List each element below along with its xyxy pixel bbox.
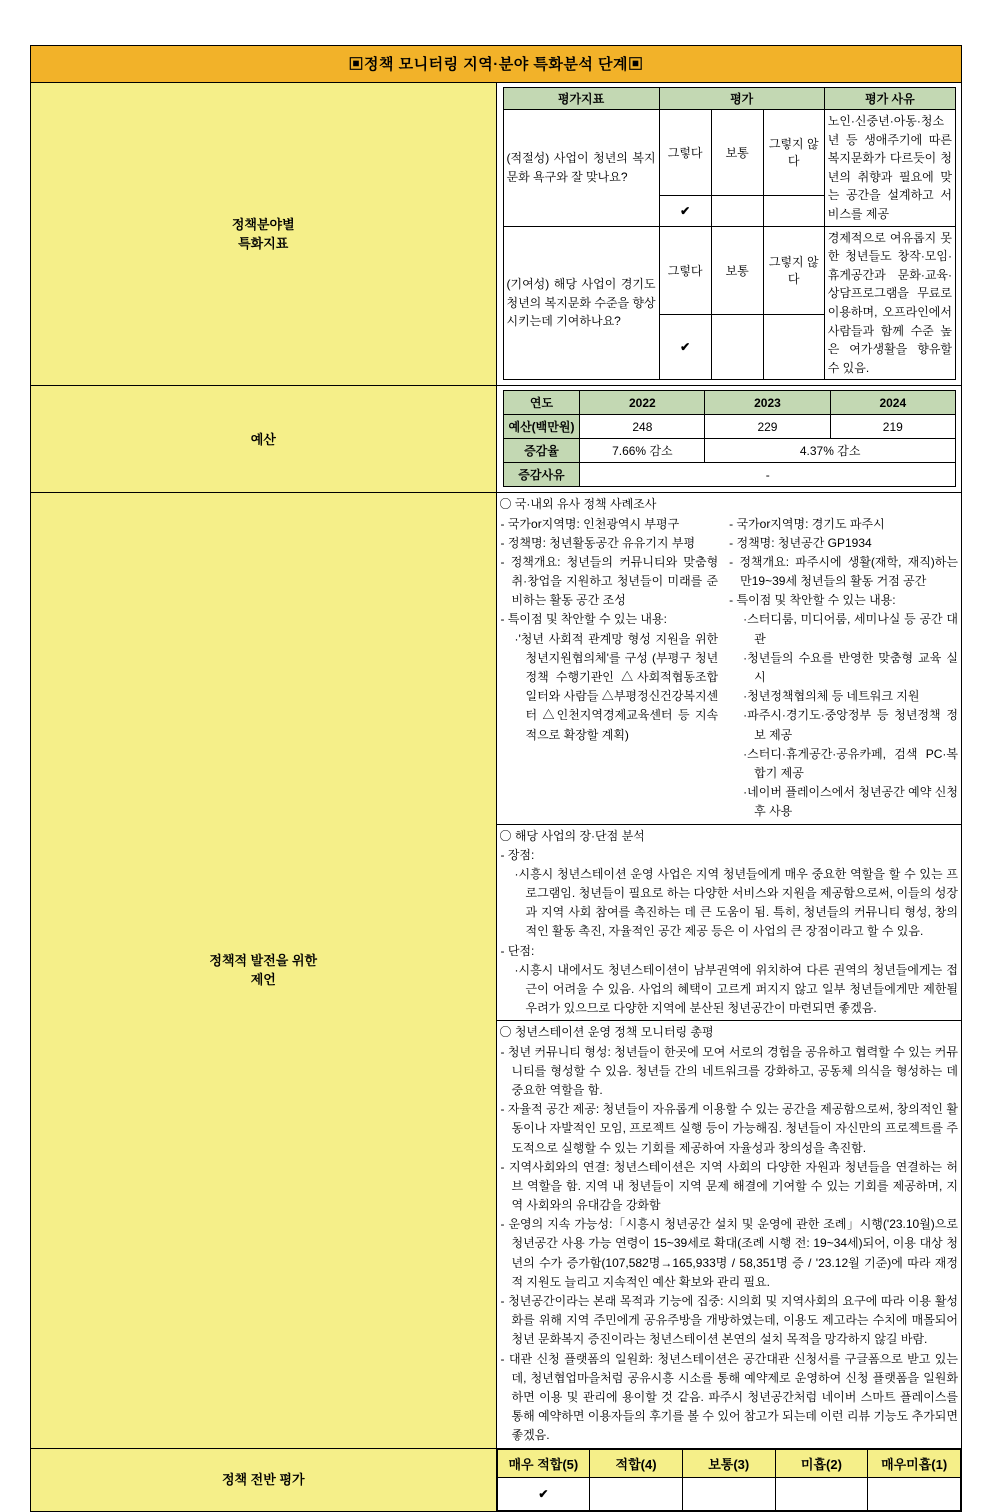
- budget-label-reason: 증감사유: [503, 463, 580, 487]
- list-item: - 자율적 공간 제공: 청년들이 자유롭게 이용할 수 있는 공간을 제공함으로써, 창의적인 활동이나 자발적인 모임, 프로젝트 실행 등이 가능해짐. 청년들이 자신만의 프로젝트를 주도적으로 실행할 수 있는 기회를 제공하여 자율성과 창의성을 촉진함.: [500, 1102, 958, 1155]
- list-item: ·시흥시 청년스테이션 운영 사업은 지역 청년들에게 매우 중요한 역할을 할 수 있는 프로그램임. 청년들이 필요로 하는 다양한 서비스와 지원을 제공함으로써, 이들의 성장과 지역 사회 참여를 촉진하는 데 큰 도움이 됨. 특히, 청년들의 커뮤니티 형성, 창의적인 활동 촉진, 자율적인 공간 제공 등은 이 사업의 큰 장점이라고 할 수 있음.: [514, 866, 958, 939]
- header-evaluation: 평가: [659, 88, 824, 110]
- indicator-2-check-2[interactable]: [763, 315, 824, 380]
- budget-amount-2023: 229: [705, 415, 830, 439]
- budget-label-year: 연도: [503, 391, 580, 415]
- list-item: ·청년정책협의체 등 네트워크 지원: [743, 689, 920, 704]
- pros-cons-cell: [497, 824, 962, 1021]
- indicator-1-reason: 노인·신중년·아동·청소년 등 생애주기에 따른 복지문화가 다르듯이 청년의 취향과 필요에 맞는 공간을 설계하고 서비스를 제공: [824, 110, 955, 227]
- case-study-right: [724, 515, 958, 822]
- budget-change-2: 4.37% 감소: [705, 439, 956, 463]
- overall-rating-content: [496, 1448, 962, 1511]
- indicators-label-line1: 정책분야별: [231, 216, 295, 232]
- case-study-columns: [500, 515, 959, 822]
- budget-reason-row: [503, 463, 956, 487]
- indicator-2-scale-1: 보통: [711, 226, 763, 315]
- indicators-row: [31, 83, 962, 386]
- list-item: - 정책개요: 파주시에 생활(재학, 재직)하는 만19~39세 청년들의 활동 거점 공간: [729, 554, 958, 589]
- list-item: - 장점:: [500, 847, 535, 862]
- proposal-label: [31, 493, 497, 1448]
- indicators-table: [503, 87, 957, 380]
- indicator-2-scale-0: 그렇다: [659, 226, 711, 315]
- budget-amount-row: [503, 415, 956, 439]
- indicator-1-scale-1: 보통: [711, 110, 763, 196]
- indicator-2-reason: 경제적으로 여유롭지 못한 청년들도 창작·모임·휴게공간과 문화·교육·상담프로그램을 무료로 이용하며, 오프라인에서 사람들과 함께 수준 높은 여가생활을 향유할 수 있음.: [824, 226, 955, 380]
- rating-check-2[interactable]: [775, 1477, 868, 1510]
- report-table: [30, 45, 962, 1512]
- list-item: - 운영의 지속 가능성:「시흥시 청년공간 설치 및 운영에 관한 조례」시행('23.10월)으로 청년공간 사용 가능 연령이 15~39세로 확대(조례 시행 전: 19~34세)되어, 이용 대상 청년의 수가 증가함(107,582명→165,933명 / 58,351명 증 / '23.12월 기준)에 따라 재정적 지원도 늘리고 지속적인 예산 확보와 관리 필요.: [500, 1217, 958, 1289]
- case-study-section: [497, 493, 962, 824]
- rating-option-1: 매우미흡(1): [868, 1449, 961, 1477]
- indicator-1-check-2[interactable]: [763, 195, 824, 226]
- pros-cons-heading: 〇 해당 사업의 장·단점 분석: [499, 828, 645, 843]
- list-item: ·스터디·휴게공간·공유카페, 검색 PC·복합기 제공: [743, 746, 958, 780]
- rating-option-5: 매우 적합(5): [497, 1449, 590, 1477]
- budget-label-change: 증감율: [503, 439, 580, 463]
- pros-cons-list: [500, 846, 959, 1019]
- budget-label-amount: 예산(백만원): [503, 415, 580, 439]
- overall-review-heading: 〇 청년스테이션 운영 정책 모니터링 총평: [499, 1025, 714, 1040]
- list-item: ·'청년 사회적 관계망 형성 지원을 위한 청년지원협의체'를 구성 (부평구 청년정책 수행기관인 △사회적협동조합 일터와 사람들 △부평정신건강복지센터 △인천지역경제교육센터 등 지속적으로 확장할 계획): [514, 631, 719, 742]
- indicator-2-scale-2: 그렇지 않다: [763, 226, 824, 315]
- list-item: - 특이점 및 착안할 수 있는 내용:: [500, 612, 667, 627]
- rating-check-1[interactable]: [868, 1477, 961, 1510]
- overall-review-list: [500, 1043, 959, 1446]
- indicators-header-row: [503, 88, 956, 110]
- rating-check-3[interactable]: [682, 1477, 775, 1510]
- budget-year-2023: 2023: [705, 391, 830, 415]
- budget-amount-2024: 219: [830, 415, 955, 439]
- rating-option-4: 적합(4): [590, 1449, 683, 1477]
- pros-cons-section: [497, 824, 962, 1021]
- rating-check-4[interactable]: [590, 1477, 683, 1510]
- indicator-1-check-0[interactable]: ✔: [659, 195, 711, 226]
- budget-reason-value: -: [580, 463, 956, 487]
- budget-content: [496, 386, 962, 493]
- proposal-content: [496, 493, 962, 1448]
- list-item: ·파주시·경기도·중앙정부 등 청년정책 정보 제공: [743, 708, 958, 742]
- budget-row: [31, 386, 962, 493]
- budget-change-row: [503, 439, 956, 463]
- case-study-left: [500, 515, 725, 822]
- overall-review-section: [497, 1021, 962, 1448]
- list-item: - 대관 신청 플랫폼의 일원화: 청년스테이션은 공간대관 신청서를 구글폼으로 받고 있는데, 청년협업마을처럼 공유시흥 시소를 통해 예약제로 운영하여 신청 플랫폼을 일원화하면 이용 및 관리에 용이할 것 같음. 파주시 청년공간처럼 네이버 스마트 플레이스를 통해 예약하면 이용자들의 후기를 볼 수 있어 참고가 되는데 이런 리뷰 기능도 추가되면 좋겠음.: [500, 1351, 958, 1443]
- list-item: - 청년 커뮤니티 형성: 청년들이 한곳에 모여 서로의 경험을 공유하고 협력할 수 있는 커뮤니티를 형성할 수 있음. 청년들 간의 네트워크를 강화하고, 공동체 의식을 형성하는 데 중요한 역할을 함.: [500, 1044, 958, 1097]
- list-item: - 특이점 및 착안할 수 있는 내용:: [729, 593, 896, 608]
- case-study-right-list: [728, 515, 958, 822]
- proposal-sections: [497, 493, 962, 1447]
- indicator-1-question: (적절성) 사업이 청년의 복지문화 욕구와 잘 맞나요?: [503, 110, 659, 227]
- indicator-1-check-1[interactable]: [711, 195, 763, 226]
- indicators-content: [496, 83, 962, 386]
- list-item: - 국가or지역명: 경기도 파주시: [729, 516, 885, 531]
- budget-change-1: 7.66% 감소: [580, 439, 705, 463]
- case-study-heading: 〇 국·내외 유사 정책 사례조사: [499, 497, 657, 512]
- list-item: - 지역사회와의 연결: 청년스테이션은 지역 사회의 다양한 자원과 청년들을 연결하는 허브 역할을 함. 지역 내 청년들이 지역 문제 해결에 기여할 수 있는 기회를 제공하며, 지역 사회와의 유대감을 강화함: [500, 1159, 958, 1213]
- proposal-row: [31, 493, 962, 1448]
- indicator-1-scale-row: [503, 110, 956, 196]
- overall-rating-table: [497, 1449, 962, 1511]
- rating-check-row: [497, 1477, 961, 1510]
- list-item: ·스터디룸, 미디어룸, 세미나실 등 공간 대관: [743, 612, 958, 646]
- budget-amount-2022: 248: [580, 415, 705, 439]
- list-item: ·청년들의 수요를 반영한 맞춤형 교육 실시: [743, 650, 958, 684]
- indicator-1-scale-2: 그렇지 않다: [763, 110, 824, 196]
- list-item: - 청년공간이라는 본래 목적과 기능에 집중: 시의회 및 지역사회의 요구에 따라 이용 활성화를 위해 지역 주민에게 공유주방을 개방하였는데, 이용도 제고라는 수치에 매몰되어 청년 문화복지 증진이라는 청년스테이션 본연의 설치 목적을 망각하지 않길 바람.: [500, 1294, 958, 1347]
- rating-option-2: 미흡(2): [775, 1449, 868, 1477]
- list-item: - 정책명: 청년활동공간 유유기지 부평: [500, 535, 696, 550]
- indicator-2-check-1[interactable]: [711, 315, 763, 380]
- page-title: ▣정책 모니터링 지역·분야 특화분석 단계▣: [31, 46, 962, 83]
- list-item: ·네이버 플레이스에서 청년공간 예약 신청 후 사용: [743, 785, 958, 819]
- budget-year-row: [503, 391, 956, 415]
- rating-options-row: [497, 1449, 961, 1477]
- overall-rating-row: [31, 1448, 962, 1511]
- overall-rating-label: 정책 전반 평가: [31, 1448, 497, 1511]
- case-study-cell: [497, 493, 962, 824]
- rating-option-3: 보통(3): [682, 1449, 775, 1477]
- header-indicator: 평가지표: [503, 88, 659, 110]
- indicator-1-scale-0: 그렇다: [659, 110, 711, 196]
- rating-check-5[interactable]: ✔: [497, 1477, 590, 1510]
- header-reason: 평가 사유: [824, 88, 955, 110]
- budget-year-2022: 2022: [580, 391, 705, 415]
- budget-label: 예산: [31, 386, 497, 493]
- list-item: - 정책명: 청년공간 GP1934: [729, 535, 872, 550]
- indicator-2-check-0[interactable]: ✔: [659, 315, 711, 380]
- list-item: - 정책개요: 청년들의 커뮤니티와 맞춤형 취·창업을 지원하고 청년들이 미래를 준비하는 활동 공간 조성: [500, 554, 719, 608]
- indicator-2-question: (기여성) 해당 사업이 경기도 청년의 복지문화 수준을 향상시키는데 기여하나요?: [503, 226, 659, 380]
- indicators-label-line2: 특화지표: [238, 236, 289, 252]
- title-row: [31, 46, 962, 83]
- list-item: - 국가or지역명: 인천광역시 부평구: [500, 516, 680, 531]
- list-item: ·시흥시 내에서도 청년스테이션이 남부권역에 위치하여 다른 권역의 청년들에게는 접근이 어려울 수 있음. 사업의 혜택이 고르게 퍼지지 않고 일부 청년들에게만 제한될 우려가 있으므로 다양한 지역에 분산된 청년공간이 마련되면 좋겠음.: [514, 962, 958, 1016]
- case-study-left-list: [500, 515, 719, 745]
- indicator-2-scale-row: [503, 226, 956, 315]
- indicators-label: [31, 83, 497, 386]
- list-item: - 단점:: [500, 943, 535, 958]
- proposal-label-line2: 제언: [250, 972, 276, 988]
- budget-table: [503, 390, 957, 487]
- overall-review-cell: [497, 1021, 962, 1448]
- proposal-label-line1: 정책적 발전을 위한: [209, 952, 318, 968]
- budget-year-2024: 2024: [830, 391, 955, 415]
